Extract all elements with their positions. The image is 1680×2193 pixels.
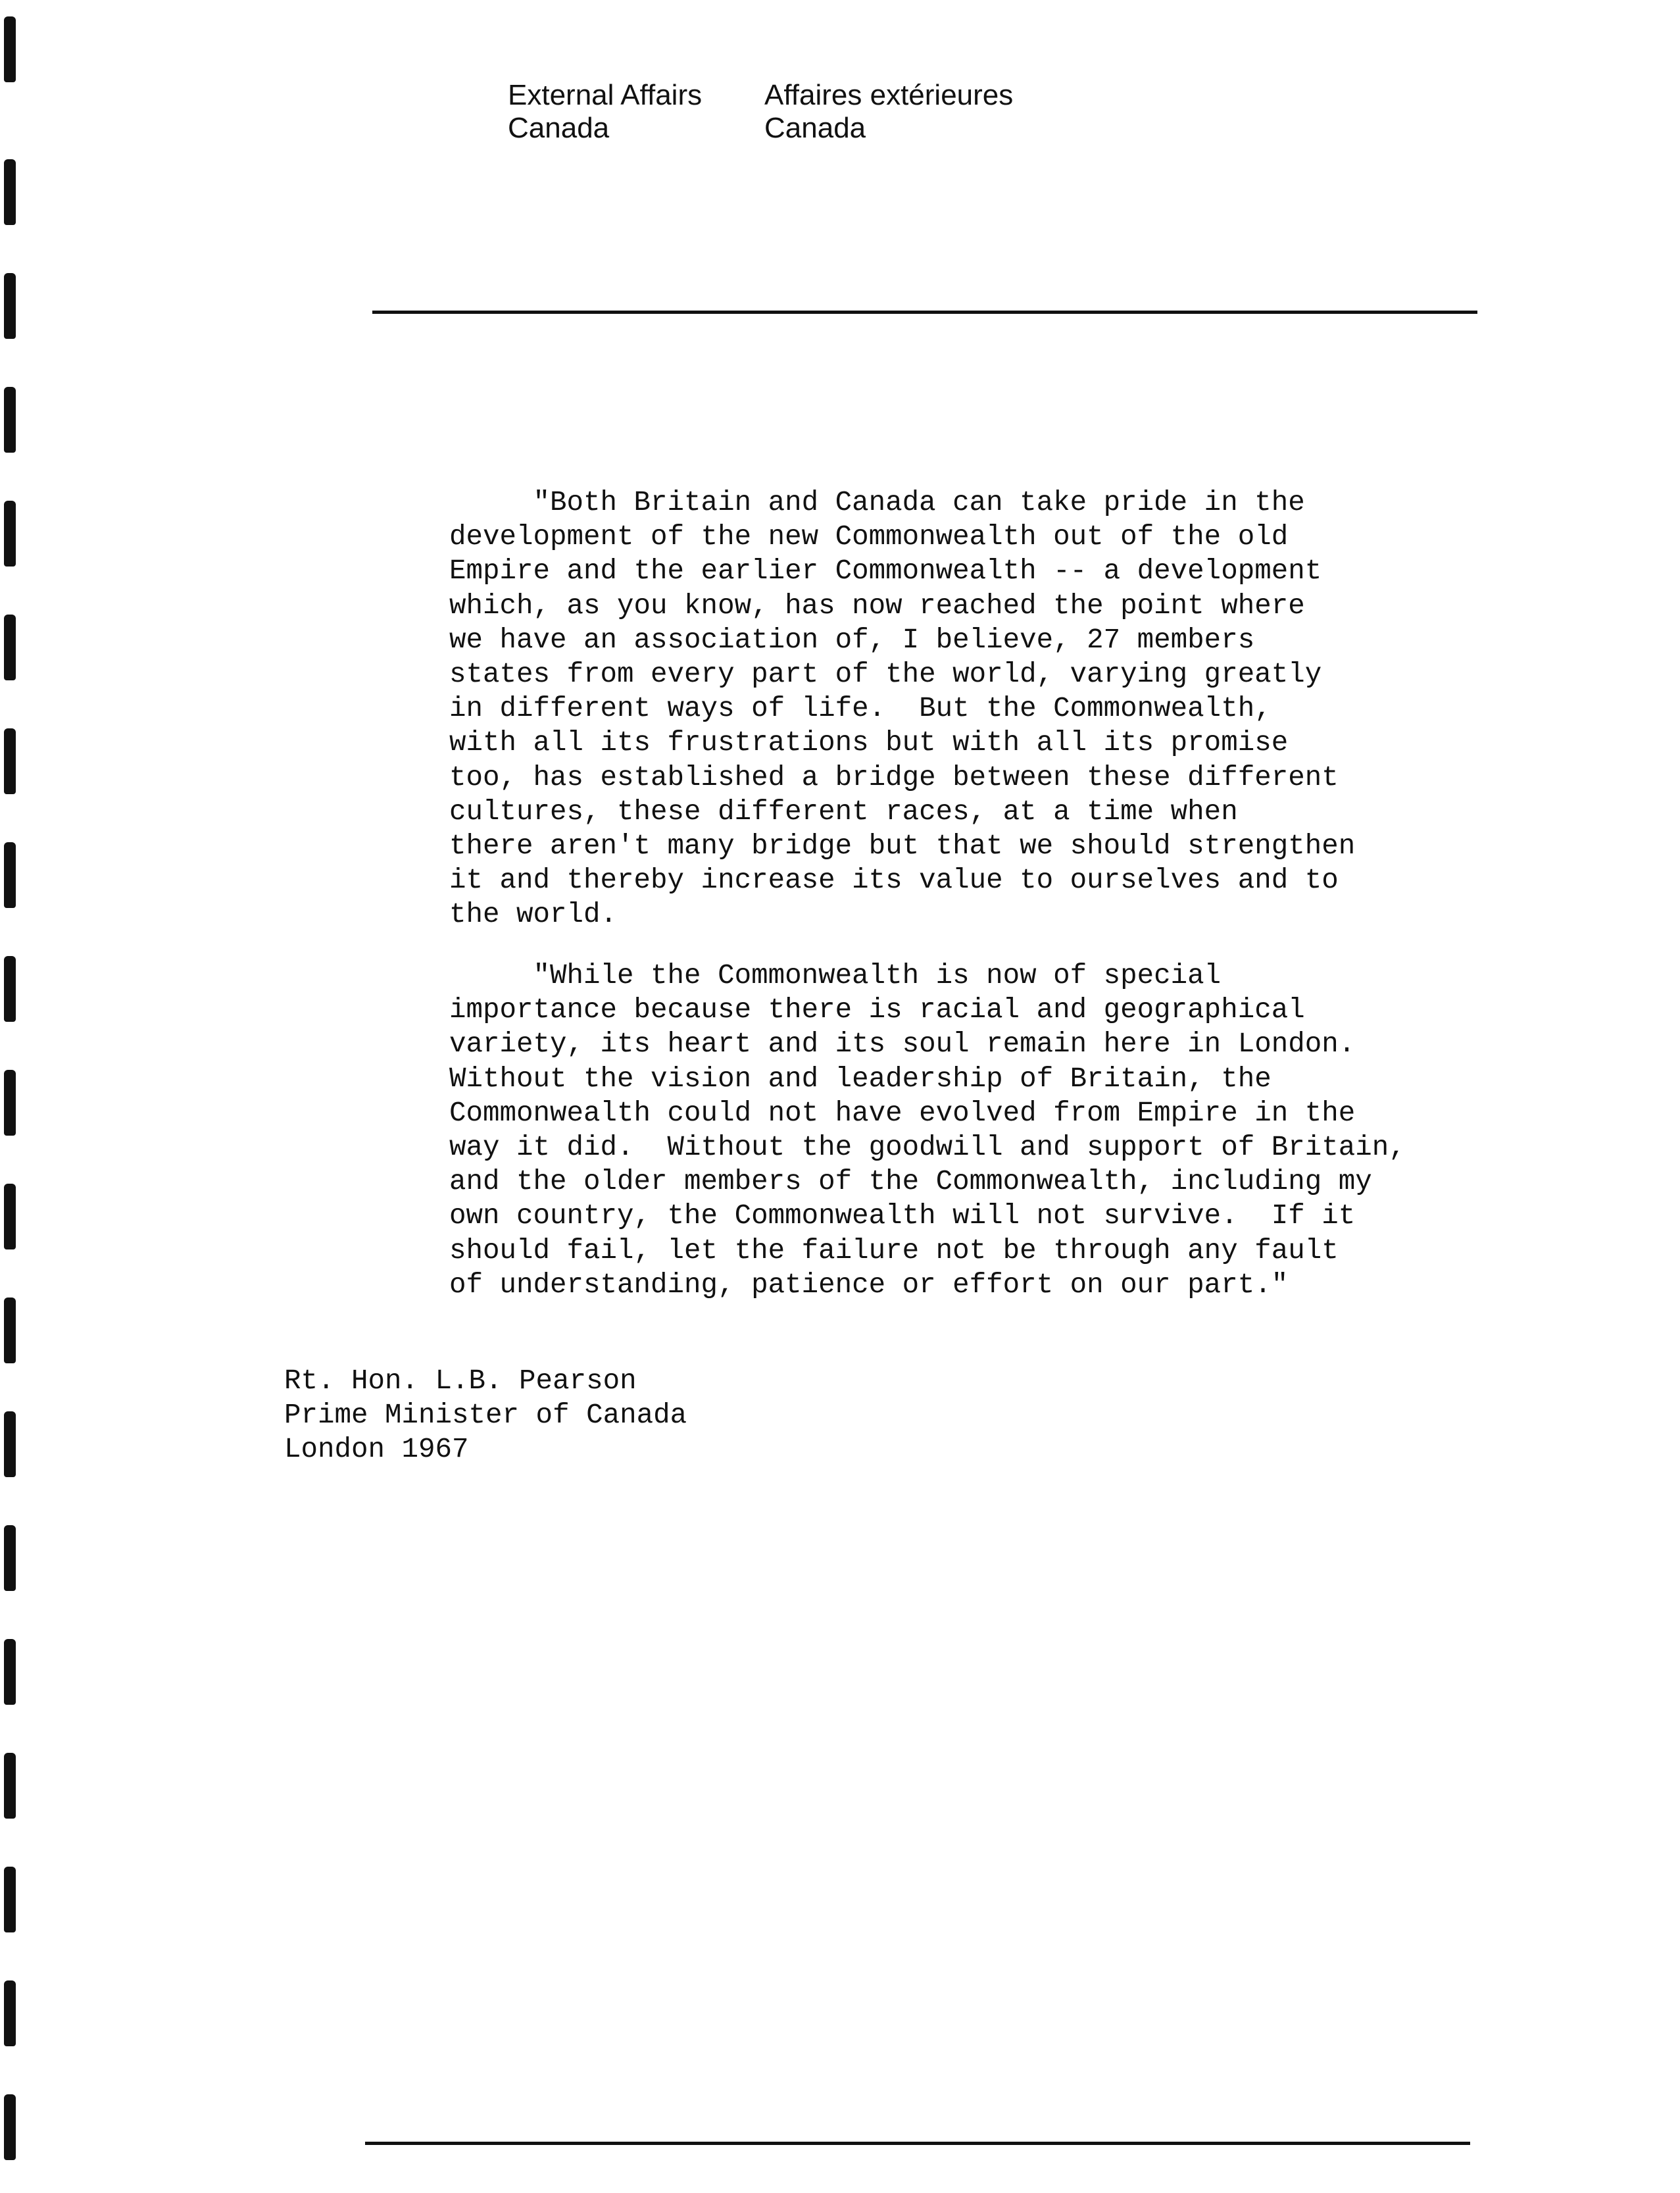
top-rule (372, 311, 1477, 314)
quote-paragraph-1: "Both Britain and Canada can take pride in the development of the new Commonwealth out of the old Empire and the earlier Commonwealth -- a development which, as you know, has now reached the point where we have an association of, I believe, 27 members states from every part of the world, varying greatly in different ways of life. But the Commonwealth, with all its frustrations but with all its promise too, has established a bridge between these different cultures, these different races, at a time when there aren't many bridge but that we should strengthen it and thereby increase its value to ourselves and to the world. (449, 487, 1356, 931)
binding-mark (4, 387, 16, 453)
binding-mark (4, 1753, 16, 1819)
binding-mark (4, 728, 16, 794)
binding-mark (4, 16, 16, 82)
signature-name: Rt. Hon. L.B. Pearson (284, 1365, 637, 1397)
binding-mark (4, 273, 16, 339)
binding-mark (4, 1298, 16, 1363)
signature-place-date: London 1967 (284, 1434, 469, 1466)
letterhead-english: External Affairs Canada (508, 79, 703, 144)
signature-block (284, 1364, 687, 1467)
signature-title: Prime Minister of Canada (284, 1399, 687, 1432)
bottom-rule (365, 2142, 1470, 2145)
binding-mark (4, 1411, 16, 1477)
binding-mark (4, 501, 16, 567)
binding-mark (4, 2094, 16, 2160)
binding-mark (4, 842, 16, 908)
binding-mark (4, 1184, 16, 1249)
quote-paragraph-2: "While the Commonwealth is now of special importance because there is racial and geographical variety, its heart and its soul remain here in London. Without the vision and leadership of Britain, the Commonwealth could not have evolved from Empire in the way it did. Without the goodwill and support of Britain, and the older members of the Commonwealth, including my own country, the Commonwealth will not survive. If it should fail, let the failure not be through any fault of understanding, patience or effort on our part." (449, 960, 1406, 1301)
letterhead-french: Affaires extérieures Canada (764, 79, 1014, 144)
binding-mark (4, 1639, 16, 1705)
binding-mark (4, 1867, 16, 1932)
binding-mark (4, 1525, 16, 1591)
binding-mark (4, 159, 16, 225)
binding-mark (4, 1980, 16, 2046)
binding-holes (0, 0, 26, 2193)
letterhead (508, 79, 1013, 145)
binding-mark (4, 956, 16, 1022)
binding-mark (4, 615, 16, 680)
binding-mark (4, 1070, 16, 1136)
